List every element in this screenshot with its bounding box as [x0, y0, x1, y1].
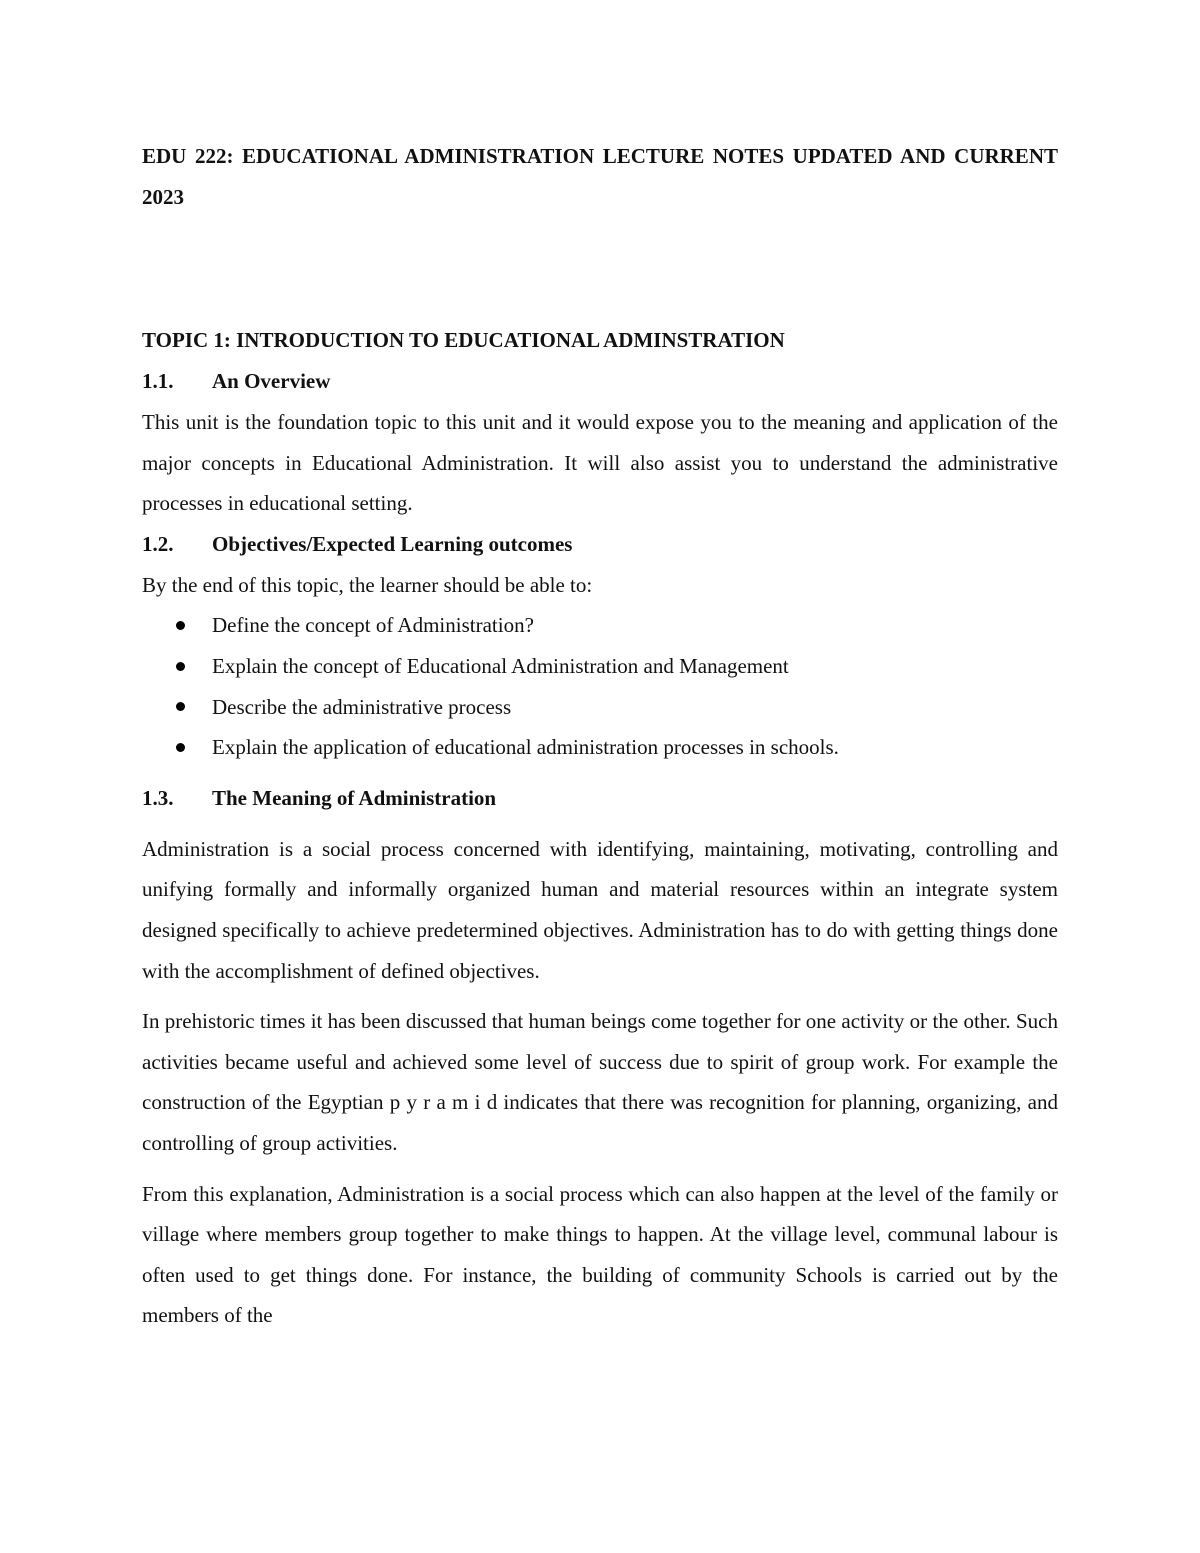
- objectives-intro: By the end of this topic, the learner should be able to:: [142, 572, 593, 597]
- section-title: The Meaning of Administration: [212, 785, 497, 810]
- list-item: [142, 605, 1058, 646]
- bullet-icon: [176, 621, 185, 630]
- document-title: EDU 222: EDUCATIONAL ADMINISTRATION LECTURE NOTES UPDATED AND CURRENT 2023: [142, 144, 1058, 209]
- section-number: 1.2.: [142, 531, 174, 556]
- list-item: [142, 687, 1058, 728]
- section-heading-1-2: [142, 524, 1058, 565]
- objectives-list: [142, 605, 1058, 767]
- meaning-paragraph-2: In prehistoric times it has been discussed that human beings come together for one activity or the other. Such activities became useful and achieved some level of success due to spirit of group work. For example the construction of the Egyptian p y r a m i d indicates that there was recognition for planning, organizing, and controlling of group activities.: [142, 1009, 1058, 1155]
- bullet-icon: [176, 743, 185, 752]
- section-number: 1.3.: [142, 785, 174, 810]
- meaning-paragraph-3: From this explanation, Administration is a social process which can also happen at the level of the family or village where members group together to make things to happen. At the village level, communal labour is often used to get things done. For instance, the building of community Schools is carried out by the members of the: [142, 1181, 1058, 1328]
- list-item: [142, 727, 1058, 768]
- bullet-icon: [176, 702, 185, 711]
- section-number: 1.1.: [142, 369, 174, 393]
- section-heading-1-3: [142, 778, 1058, 819]
- section-heading-1-1: [142, 361, 1058, 402]
- list-item: [142, 646, 1058, 687]
- meaning-paragraph-1: Administration is a social process concerned with identifying, maintaining, motivating, controlling and unifying formally and informally organized human and material resources within an integrate system designed specifically to achieve predetermined objectives. Administration has to do with getting things done with the accomplishment of defined objectives.: [142, 836, 1058, 983]
- document-page: [142, 136, 1058, 1336]
- topic-heading: TOPIC 1: INTRODUCTION TO EDUCATIONAL ADMINSTRATION: [142, 328, 785, 352]
- list-item-text: Explain the concept of Educational Administration and Management: [212, 653, 789, 678]
- section-title: An Overview: [212, 369, 331, 393]
- bullet-icon: [176, 662, 185, 671]
- list-item-text: Define the concept of Administration?: [212, 613, 534, 638]
- list-item-text: Describe the administrative process: [212, 694, 512, 719]
- section-title: Objectives/Expected Learning outcomes: [212, 531, 573, 556]
- overview-paragraph: This unit is the foundation topic to this unit and it would expose you to the meaning and application of the major concepts in Educational Administration. It will also assist you to understand the administrative processes in educational setting.: [142, 410, 1058, 516]
- list-item-text: Explain the application of educational administration processes in schools.: [212, 735, 839, 760]
